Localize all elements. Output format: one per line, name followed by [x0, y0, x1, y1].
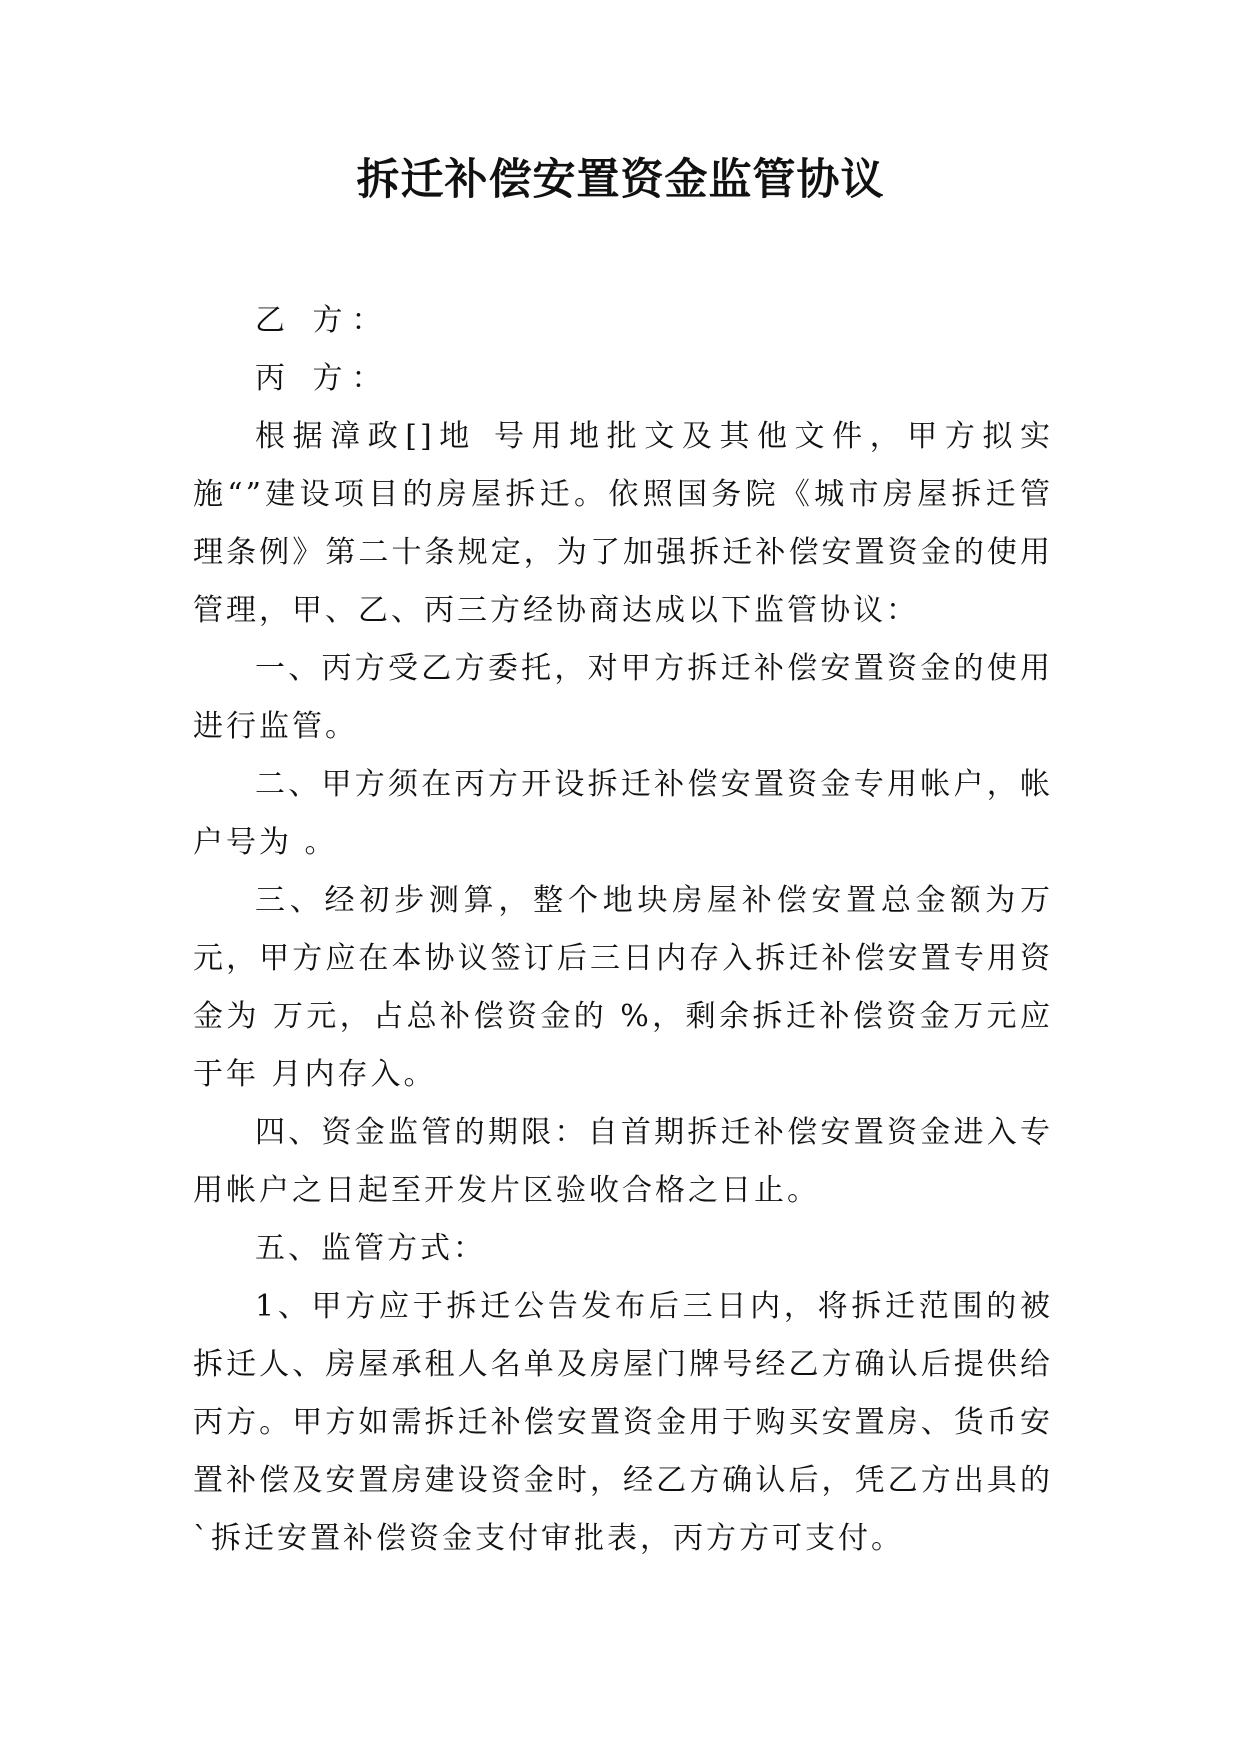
document-body [193, 292, 1053, 1568]
clause-1-paragraph: 一、丙方受乙方委托，对甲方拆迁补偿安置资金的使用进行监管。 [193, 651, 1053, 744]
party-c-line: 丙 方： [255, 361, 391, 396]
party-b-line: 乙 方： [255, 303, 391, 338]
document-title: 拆迁补偿安置资金监管协议 [356, 155, 885, 205]
clause-3-paragraph: 三、经初步测算，整个地块房屋补偿安置总金额为万元，甲方应在本协议签订后三日内存入拆迁补偿安置专用资金为 万元，占总补偿资金的 %，剩余拆迁补偿资金万元应于年 月内存入。 [193, 883, 1053, 1092]
preamble-paragraph: 根据漳政[]地 号用地批文及其他文件，甲方拟实施“”建设项目的房屋拆迁。依照国务院《城市房屋拆迁管理条例》第二十条规定，为了加强拆迁补偿安置资金的使用管理，甲、乙、丙三方经协商达成以下监管协议： [193, 419, 1053, 628]
clause-4-paragraph: 四、资金监管的期限：自首期拆迁补偿安置资金进入专用帐户之日起至开发片区验收合格之日止。 [193, 1115, 1053, 1208]
clause-5-heading: 五、监管方式： [255, 1231, 486, 1266]
clause-5-item-1-paragraph: 1、甲方应于拆迁公告发布后三日内，将拆迁范围的被拆迁人、房屋承租人名单及房屋门牌号经乙方确认后提供给丙方。甲方如需拆迁补偿安置资金用于购买安置房、货币安置补偿及安置房建设资金时，经乙方确认后，凭乙方出具的`拆迁安置补偿资金支付审批表，丙方方可支付。 [193, 1289, 1053, 1556]
clause-2-paragraph: 二、甲方须在丙方开设拆迁补偿安置资金专用帐户，帐户号为 。 [193, 767, 1053, 860]
